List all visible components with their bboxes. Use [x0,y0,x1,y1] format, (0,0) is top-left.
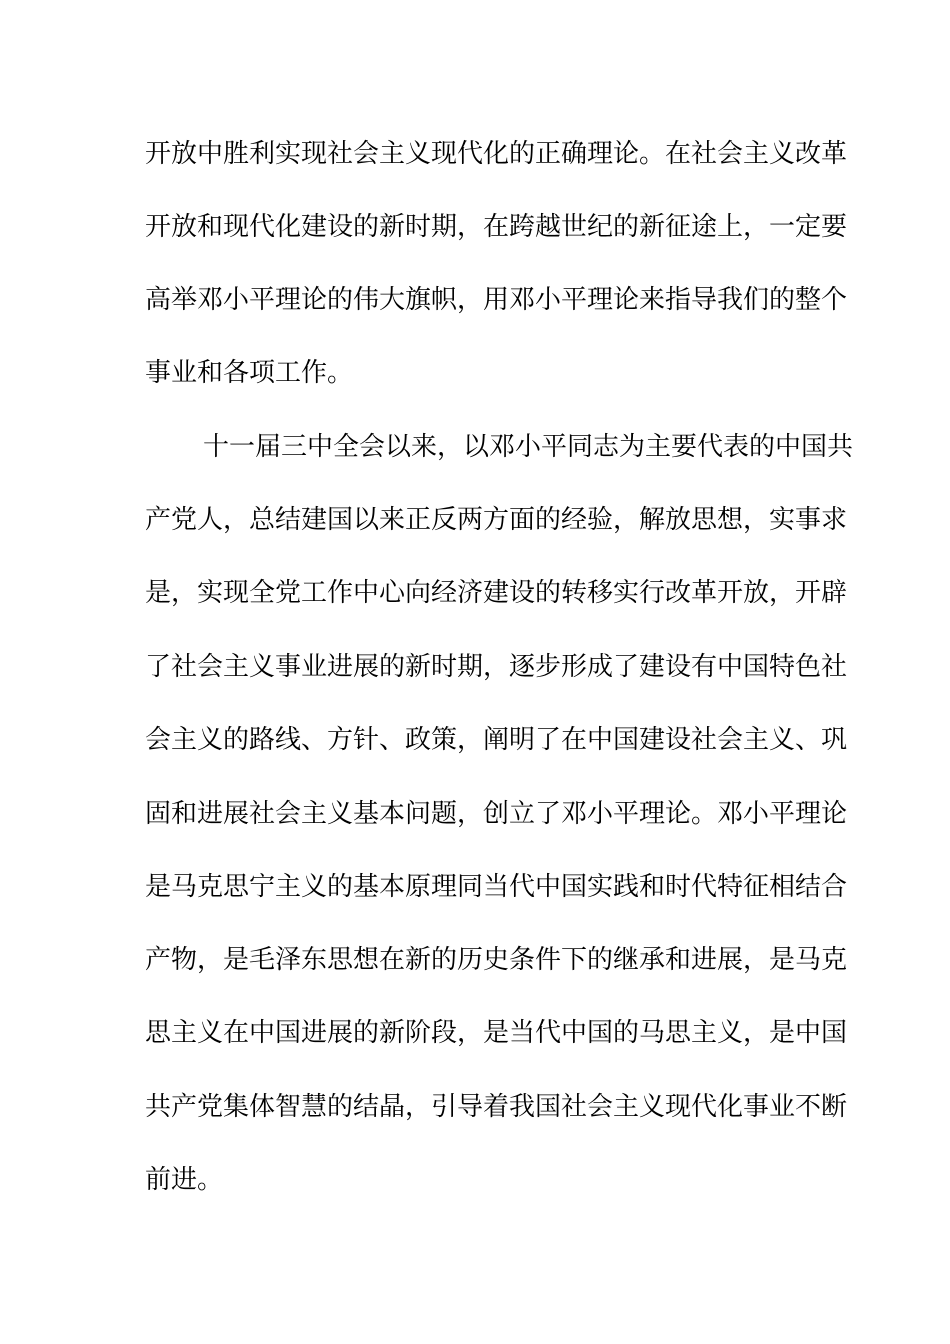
paragraph-2-line-1: 十一届三中全会以来，以邓小平同志为主要代表的中国共 [203,432,854,462]
paragraph-2-line-10: 共产党集体智慧的结晶，引导着我国社会主义现代化事业不断 [145,1092,848,1122]
paragraph-2-line-5: 会主义的路线、方针、政策，阐明了在中国建设社会主义、巩 [145,725,848,755]
paragraph-2-line-9: 思主义在中国进展的新阶段，是当代中国的马思主义，是中国 [145,1018,848,1048]
paragraph-2-line-3: 是，实现全党工作中心向经济建设的转移实行改革开放，开辟 [145,578,848,608]
paragraph-1-line-2: 开放和现代化建设的新时期，在跨越世纪的新征途上，一定要 [145,212,848,242]
paragraph-2-line-4: 了社会主义事业进展的新时期，逐步形成了建设有中国特色社 [145,652,848,682]
paragraph-2-line-6: 固和进展社会主义基本问题，创立了邓小平理论。邓小平理论 [145,799,848,829]
paragraph-2-line-2: 产党人，总结建国以来正反两方面的经验，解放思想，实事求 [145,505,848,535]
paragraph-2-line-8: 产物，是毛泽东思想在新的历史条件下的继承和进展，是马克 [145,945,848,975]
paragraph-1-line-4: 事业和各项工作。 [145,358,354,388]
paragraph-1-line-3: 高举邓小平理论的伟大旗帜，用邓小平理论来指导我们的整个 [145,285,848,315]
paragraph-1-line-1: 开放中胜利实现社会主义现代化的正确理论。在社会主义改革 [145,139,848,169]
paragraph-2-line-7: 是马克思宁主义的基本原理同当代中国实践和时代特征相结合 [145,872,848,902]
paragraph-2-line-11: 前进。 [145,1165,224,1195]
